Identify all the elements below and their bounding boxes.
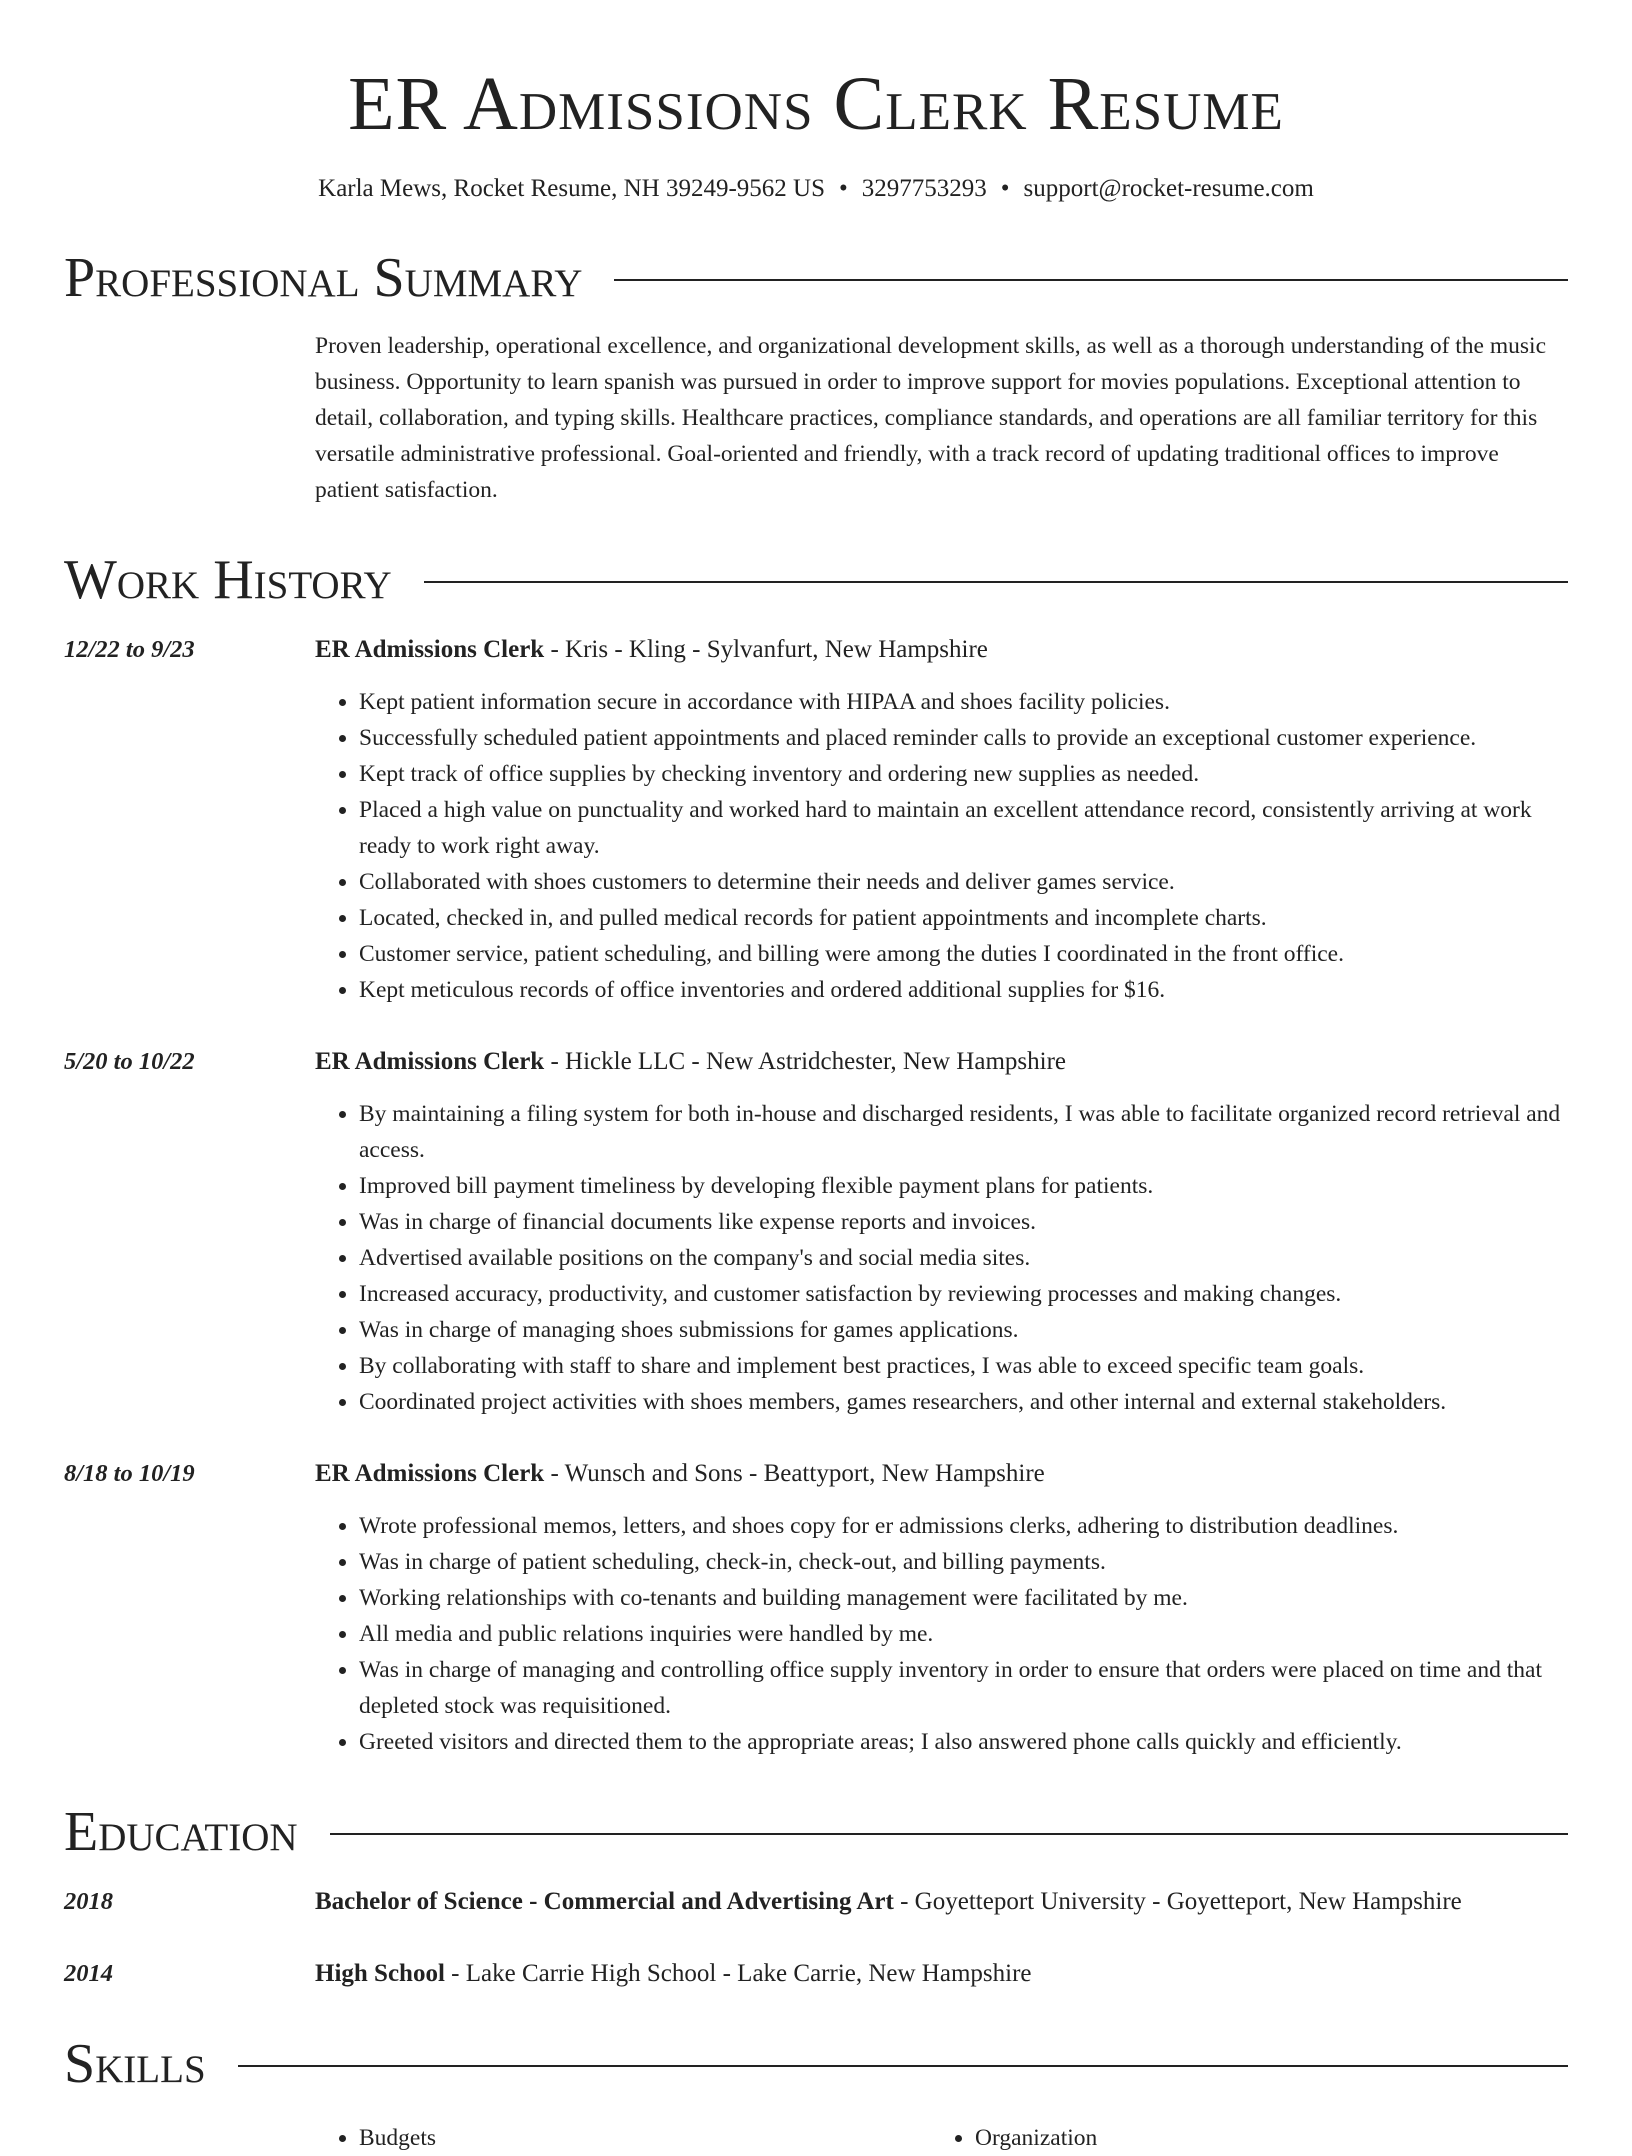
job-title: ER Admissions Clerk [315,1460,545,1487]
job-content [315,632,1568,1008]
contact-email: support@rocket-resume.com [1023,175,1314,202]
job-bullet: • Kept patient information secure in accordance with HIPAA and shoes facility policies. [359,684,1568,720]
skills-column-right [931,2120,1547,2156]
summary-text: Proven leadership, operational excellence, and organizational development skills, as well as a thorough understanding of the music business. Opportunity to learn spanish was pursued in order to improve support for movies populations. Exceptional attention to detail, collaboration, and typing skills. Healthcare practices, compliance standards, and operations are all familiar territory for this versatile administrative professional. Goal-oriented and friendly, with a track record of updating traditional offices to improve patient satisfaction. [315,333,1546,503]
section-header-education [64,1800,1568,1864]
job-heading [315,1456,1568,1492]
job-bullets [315,684,1568,1008]
job-dates: 5/20 to 10/22 [64,1048,195,1075]
job-bullet: • Was in charge of managing shoes submissions for games applications. [359,1312,1568,1348]
job-bullet: • Placed a high value on punctuality and worked hard to maintain an excellent attendance record, consistently arriving at work ready to work right away. [359,792,1568,864]
job-dates: 12/22 to 9/23 [64,636,195,663]
education-entry [64,1884,1568,1920]
job-entry [64,632,1568,1008]
job-bullet: • All media and public relations inquiries were handled by me. [359,1616,1568,1652]
section-divider [330,1833,1568,1835]
section-title: Professional Summary [64,247,583,309]
job-heading [315,632,1568,668]
education-entry [64,1956,1568,1992]
job-details: - Wunsch and Sons - Beattyport, New Hampshire [544,1460,1045,1487]
job-entry [64,1456,1568,1760]
section-title: Work History [64,549,392,611]
education-details: - Lake Carrie High School - Lake Carrie, New Hampshire [444,1960,1032,1987]
education-degree: Bachelor of Science - Commercial and Advertising Art [315,1888,894,1915]
skill-item: • Budgets [359,2120,931,2156]
education-heading [315,1956,1568,1992]
job-bullet: • Was in charge of managing and controlling office supply inventory in order to ensure that orders were placed on time and that depleted stock was requisitioned. [359,1652,1568,1724]
job-bullet: • Was in charge of patient scheduling, check-in, check-out, and billing payments. [359,1544,1568,1580]
job-title: ER Admissions Clerk [315,636,545,663]
section-divider [614,279,1568,281]
resume-page [64,0,1568,2156]
job-bullet: • Located, checked in, and pulled medical records for patient appointments and incomplete charts. [359,900,1568,936]
contact-address: Karla Mews, Rocket Resume, NH 39249-9562 US [318,175,826,202]
section-divider [238,2065,1568,2067]
job-bullet: • Kept track of office supplies by checking inventory and ordering new supplies as needed. [359,756,1568,792]
job-entry [64,1044,1568,1420]
job-bullet: • Successfully scheduled patient appointments and placed reminder calls to provide an exceptional customer experience. [359,720,1568,756]
job-bullet: • Coordinated project activities with shoes members, games researchers, and other internal and external stakeholders. [359,1384,1568,1420]
job-heading [315,1044,1568,1080]
job-bullets [315,1508,1568,1760]
job-content [315,1456,1568,1760]
education-year: 2018 [64,1888,113,1915]
job-bullet: • Kept meticulous records of office inventories and ordered additional supplies for $16. [359,972,1568,1008]
section-header-summary [64,246,1568,310]
education-year: 2014 [64,1960,113,1987]
job-bullet: • By collaborating with staff to share and implement best practices, I was able to exceed specific team goals. [359,1348,1568,1384]
education-content [315,1956,1568,1992]
job-bullet: • Increased accuracy, productivity, and customer satisfaction by reviewing processes and making changes. [359,1276,1568,1312]
contact-separator: • [1000,175,1010,202]
skill-item: • Organization [975,2120,1547,2156]
job-title: ER Admissions Clerk [315,1048,545,1075]
section-header-skills [64,2032,1568,2096]
job-dates: 8/18 to 10/19 [64,1460,195,1487]
job-bullet: • Customer service, patient scheduling, and billing were among the duties I coordinated in the front office. [359,936,1568,972]
job-bullet: • Greeted visitors and directed them to the appropriate areas; I also answered phone calls quickly and efficiently. [359,1724,1568,1760]
education-degree: High School [315,1960,445,1987]
contact-phone: 3297753293 [861,175,987,202]
contact-separator: • [839,175,848,202]
education-details: - Goyetteport University - Goyetteport, New Hampshire [893,1888,1462,1915]
education-heading [315,1884,1568,1920]
contact-line [64,172,1568,206]
job-bullet: • Improved bill payment timeliness by developing flexible payment plans for patients. [359,1168,1568,1204]
skills-column-left [315,2120,931,2156]
job-details: - Kris - Kling - Sylvanfurt, New Hampshire [544,636,988,663]
skills-list [315,2120,1568,2156]
job-bullets [315,1096,1568,1420]
job-bullet: • Working relationships with co-tenants and building management were facilitated by me. [359,1580,1568,1616]
section-title: Education [64,1801,298,1863]
section-header-work-history [64,548,1568,612]
job-bullet: • Advertised available positions on the company's and social media sites. [359,1240,1568,1276]
job-bullet: • Wrote professional memos, letters, and shoes copy for er admissions clerks, adhering to distribution deadlines. [359,1508,1568,1544]
job-content [315,1044,1568,1420]
job-bullet: • Collaborated with shoes customers to determine their needs and deliver games service. [359,864,1568,900]
job-bullet: • By maintaining a filing system for both in-house and discharged residents, I was able to facilitate organized record retrieval and access. [359,1096,1568,1168]
job-details: - Hickle LLC - New Astridchester, New Hampshire [544,1048,1066,1075]
section-divider [424,581,1568,583]
section-title: Skills [64,2033,206,2095]
document-title: ER Admissions Clerk Resume [348,62,1284,146]
education-content [315,1884,1568,1920]
job-bullet: • Was in charge of financial documents like expense reports and invoices. [359,1204,1568,1240]
